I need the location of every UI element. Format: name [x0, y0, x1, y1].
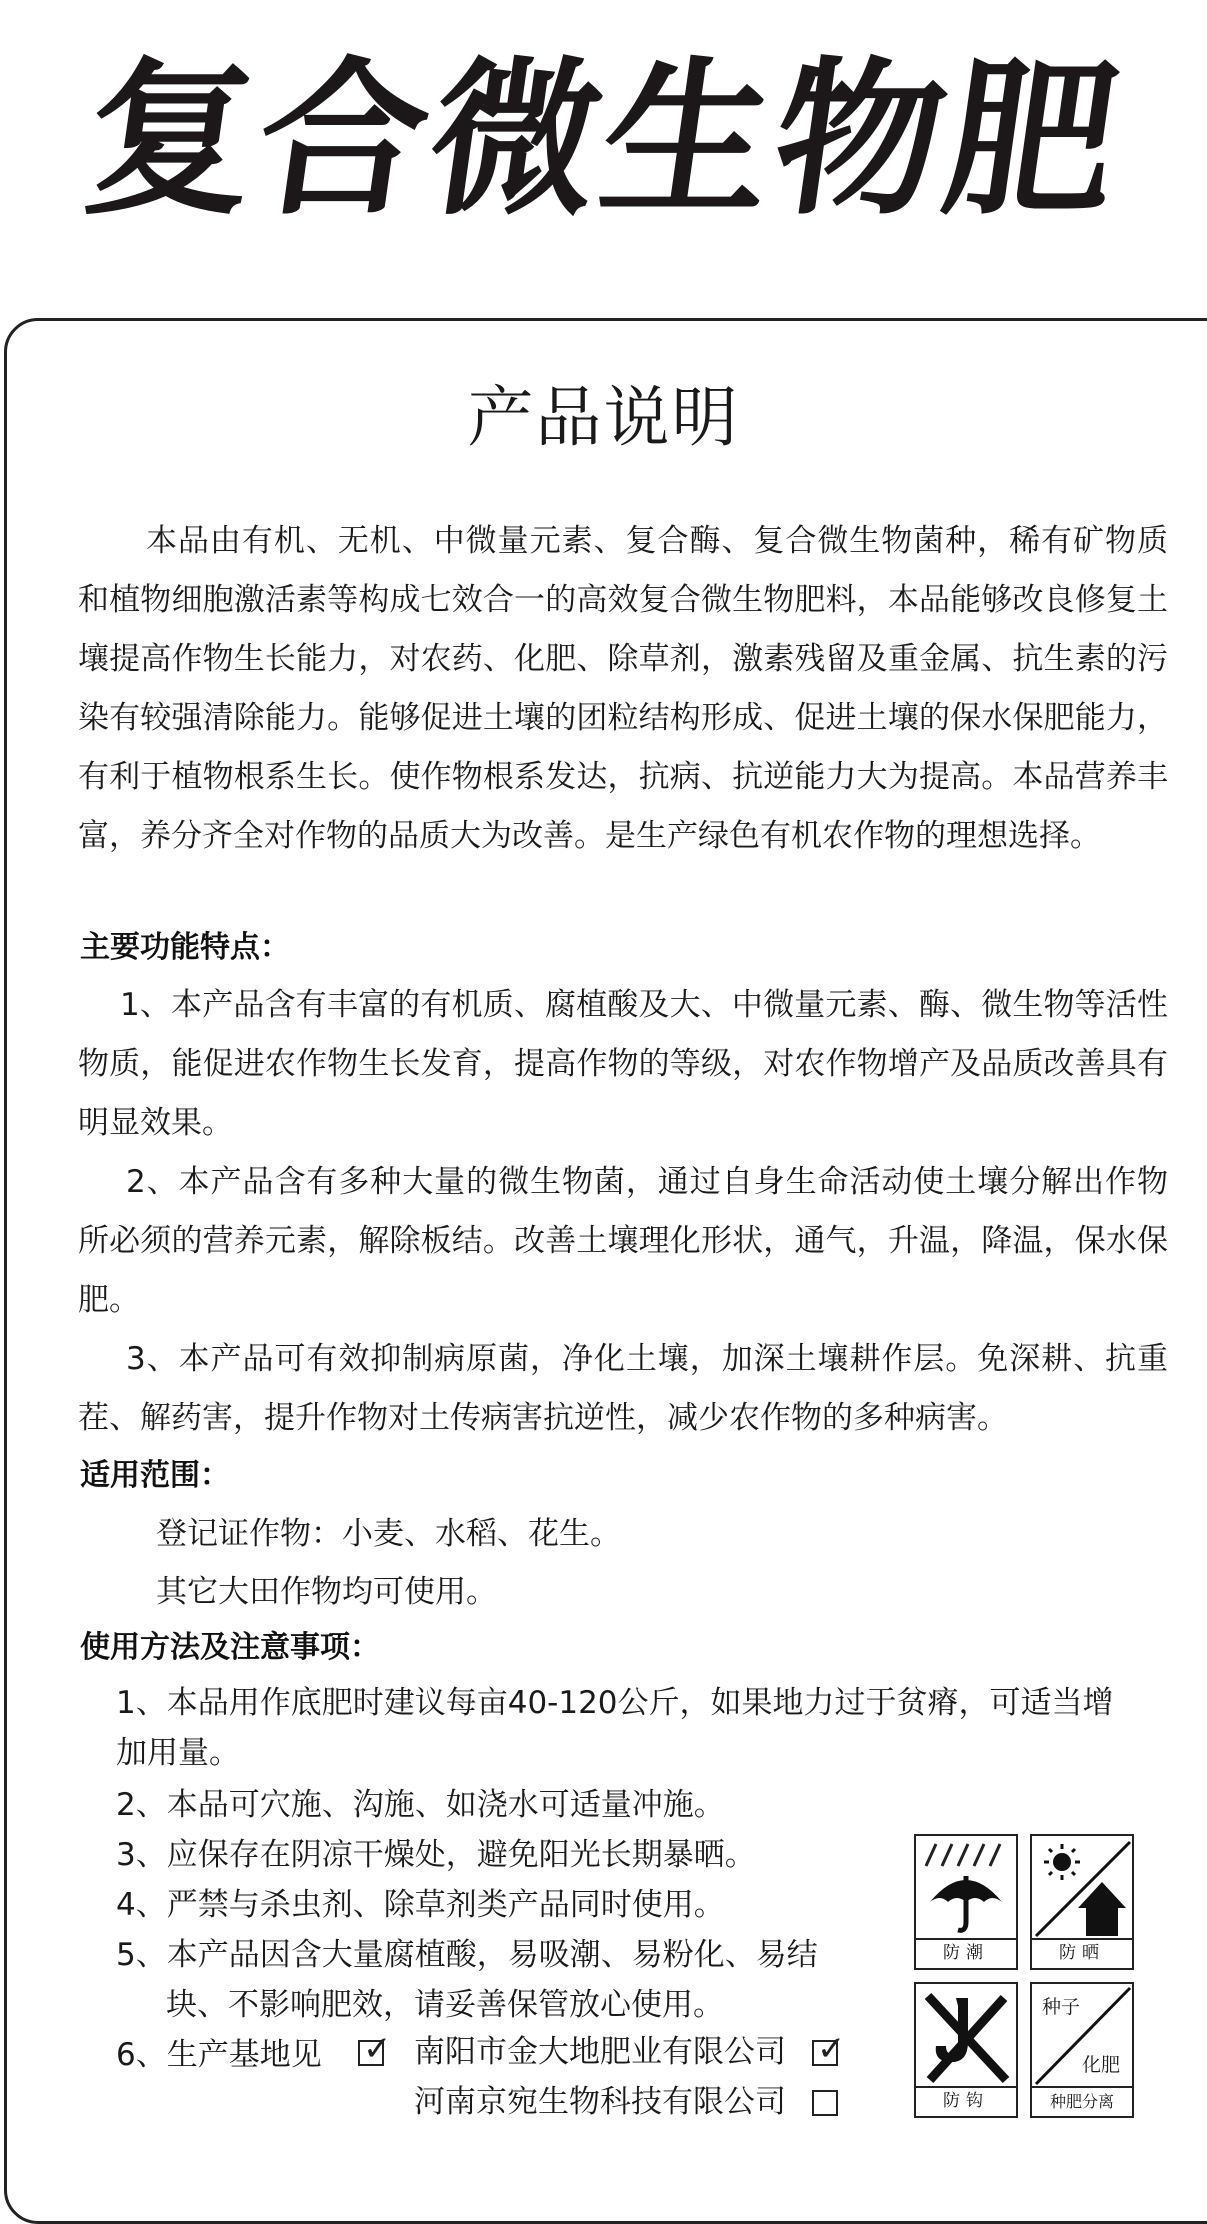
company-name-2: 河南京宛生物科技有限公司 [414, 2084, 786, 2120]
no-hook-icon [916, 1984, 1016, 2088]
separation-warning-label: 种肥分离 [1032, 2086, 1132, 2116]
product-title: 复合微生物肥 [73, 42, 1134, 238]
usage-item-1-cont: 加用量。 [116, 1735, 240, 1771]
hook-warning-label: 防钩 [916, 2086, 1016, 2116]
warning-icons [914, 1834, 1138, 2120]
hook-warning [914, 1982, 1018, 2118]
seed-text: 种子 [1042, 1996, 1081, 2018]
usage-item-5-text: 5、本产品因含大量腐植酸，易吸潮、易粉化、易结 [116, 1937, 818, 1973]
usage-item-1 [116, 1678, 1176, 1778]
check-mark-icon: ✓ [363, 2029, 392, 2069]
usage-item-4: 4、严禁与杀虫剂、除草剂类产品同时使用。 [116, 1887, 725, 1923]
scope-heading: 适用范围： [80, 1458, 230, 1493]
usage-item-1-text: 1、本品用作底肥时建议每亩40-120公斤，如果地力过于贫瘠，可适当增 [116, 1685, 1114, 1721]
sun-house-icon [1032, 1836, 1132, 1940]
feature-item-1: 1、本产品含有丰富的有机质、腐植酸及大、中微量元素、酶、微生物等活性物质，能促进农作物生长发育，提高作物的等级，对农作物增产及品质改善具有明显效果。 [78, 987, 1168, 1141]
company-1-checkbox[interactable] [812, 2029, 846, 2069]
company-2-checkbox[interactable] [812, 2090, 838, 2116]
fertilizer-text: 化肥 [1082, 2054, 1121, 2076]
check-mark-icon: ✓ [817, 2029, 846, 2069]
moisture-warning-label: 防潮 [916, 1938, 1016, 1968]
features-heading: 主要功能特点： [80, 930, 290, 965]
feature-item-3: 3、本产品可有效抑制病原菌，净化土壤，加深土壤耕作层。免深耕、抗重茬、解药害，提升作物对土传病害抗逆性，减少农作物的多种病害。 [78, 1341, 1168, 1436]
feature-item-2: 2、本产品含有多种大量的微生物菌，通过自身生命活动使土壤分解出作物所必须的营养元素，解除板结。改善土壤理化形状，通气，升温，降温，保水保肥。 [78, 1164, 1168, 1318]
scope-line-1: 登记证作物：小麦、水稻、花生。 [156, 1516, 621, 1552]
usage-item-3: 3、应保存在阴凉干燥处，避免阳光长期暴晒。 [116, 1837, 756, 1873]
usage-item-5-cont: 块、不影响肥效，请妥善保管放心使用。 [166, 1987, 724, 2023]
separation-warning [1030, 1982, 1134, 2118]
intro-paragraph: 本品由有机、无机、中微量元素、复合酶、复合微生物菌种，稀有矿物质和植物细胞激活素等构成七效合一的高效复合微生物肥料，本品能够改良修复土壤提高作物生长能力，对农药、化肥、除草剂，激素残留及重金属、抗生素的污染有较强清除能力。能够促进土壤的团粒结构形成、促进土壤的保水保肥能力，有利于植物根系生长。使作物根系发达，抗病、抗逆能力大为提高。本品营养丰富，养分齐全对作物的品质大为改善。是生产绿色有机农作物的理想选择。 [78, 523, 1168, 854]
usage-item-2: 2、本品可穴施、沟施、如浇水可适量冲施。 [116, 1787, 725, 1823]
scope-line-2: 其它大田作物均可使用。 [156, 1574, 497, 1610]
moisture-warning [914, 1834, 1018, 1970]
usage-heading: 使用方法及注意事项： [80, 1630, 380, 1665]
umbrella-moisture-icon [916, 1836, 1016, 1940]
usage-item-6: 6、生产基地见 [116, 2037, 322, 2073]
section-title: 产品说明 [467, 379, 740, 456]
sun-warning-label: 防晒 [1032, 1938, 1132, 1968]
checkbox-before-company-1[interactable] [358, 2029, 392, 2069]
usage-item-5 [116, 1930, 876, 2030]
sun-warning [1030, 1834, 1134, 1970]
company-name-1: 南阳市金大地肥业有限公司 [414, 2034, 786, 2070]
